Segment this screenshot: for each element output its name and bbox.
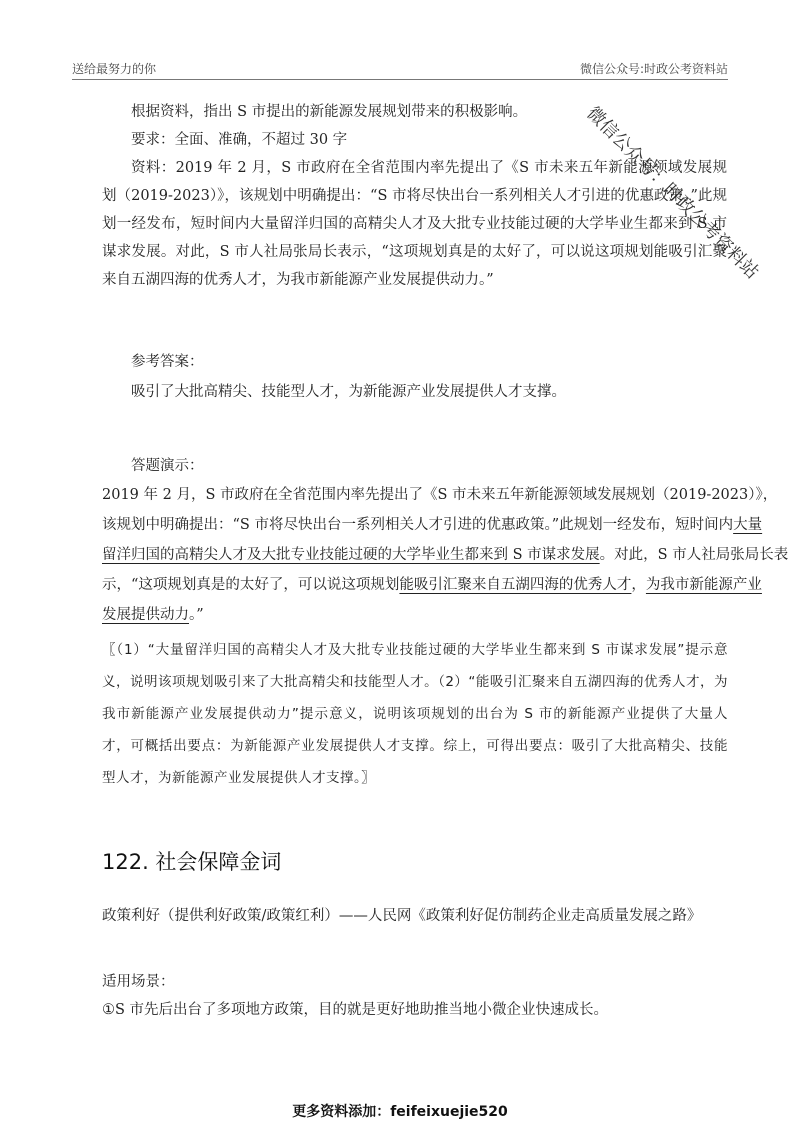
- reference-label: 参考答案：: [131, 354, 204, 370]
- highlight-underline: 大量: [733, 517, 763, 533]
- question-material: 资料：2019 年 2 月，S 市政府在全省范围内率先提出了《S 市未来五年新能源领域发展规划（2019-2023）》，该规划中明确提出：“S 市将尽快出台一系列相关人才引进的优惠政策。”此规划一经发布，短时间内大量留洋归国的高精尖人才及大批专业技能过硬的大学毕业生都来到 S 市谋求发展。对此，S 市人社局张局长表示，“这项规划真是的太好了，可以说这项规划能吸引汇聚来自五湖四海的优秀人才，为我市新能源产业发展提供动力。”: [102, 160, 727, 288]
- section-title: 122. 社会保障金词: [102, 850, 282, 874]
- demo-line-1: 2019 年 2 月，S 市政府在全省范围内率先提出了《S 市未来五年新能源领域发展规划（2019-2023）》，: [102, 487, 778, 503]
- question-requirement: 要求：全面、准确，不超过 30 字: [131, 132, 348, 148]
- scene-item-1: ①S 市先后出台了多项地方政策，目的就是更好地助推当地小微企业快速成长。: [102, 1002, 609, 1018]
- header-rule: [72, 79, 728, 80]
- demo-line-2: 该规划中明确提出：“S 市将尽快出台一系列相关人才引进的优惠政策。”此规划一经发布，短时间内大量: [102, 517, 763, 533]
- footer: 更多资料添加：feifeixuejie520: [292, 1104, 508, 1120]
- reference-answer: 吸引了大批高精尖、技能型人才，为新能源产业发展提供人才支撑。: [131, 384, 566, 400]
- header-left: 送给最努力的你: [72, 62, 157, 76]
- header-right: 微信公众号:时政公考资料站: [579, 62, 728, 76]
- question-prompt: 根据资料，指出 S 市提出的新能源发展规划带来的积极影响。: [131, 104, 528, 120]
- demo-label: 答题演示：: [131, 458, 204, 474]
- highlight-underline: 发展提供动力: [102, 607, 189, 623]
- demo-line-5: 发展提供动力。”: [102, 607, 204, 623]
- highlight-underline: 为我市新能源产业: [645, 577, 762, 593]
- scene-label: 适用场景：: [102, 974, 175, 990]
- highlight-underline: 留洋归国的高精尖人才及大批专业技能过硬的大学毕业生都来到 S 市谋求发展: [102, 547, 600, 563]
- highlight-underline: 能吸引汇聚来自五湖四海的优秀人才: [399, 577, 632, 593]
- section-term: 政策利好（提供利好政策/政策红利）——人民网《政策利好促仿制药企业走高质量发展之路》: [102, 908, 702, 924]
- demo-line-4: 示，“这项规划真是的太好了，可以说这项规划能吸引汇聚来自五湖四海的优秀人才，为我市新能源产业: [102, 577, 762, 593]
- demo-analysis: 〖（1）“大量留洋归国的高精尖人才及大批专业技能过硬的大学毕业生都来到 S 市谋求发展”提示意义，说明该项规划吸引来了大批高精尖和技能型人才。（2）“能吸引汇聚来自五湖四海的优秀人才，为我市新能源产业发展提供动力”提示意义，说明该项规划的出台为 S 市的新能源产业提供了大量人才，可概括出要点：为新能源产业发展提供人才支撑。综上，可得出要点：吸引了大批高精尖、技能型人才，为新能源产业发展提供人才支撑。〗: [102, 642, 728, 786]
- watermark: 微信公众号：时政公考资料站: [582, 102, 763, 284]
- demo-line-3: 留洋归国的高精尖人才及大批专业技能过硬的大学毕业生都来到 S 市谋求发展。对此，S 市人社局张局长表: [102, 547, 789, 563]
